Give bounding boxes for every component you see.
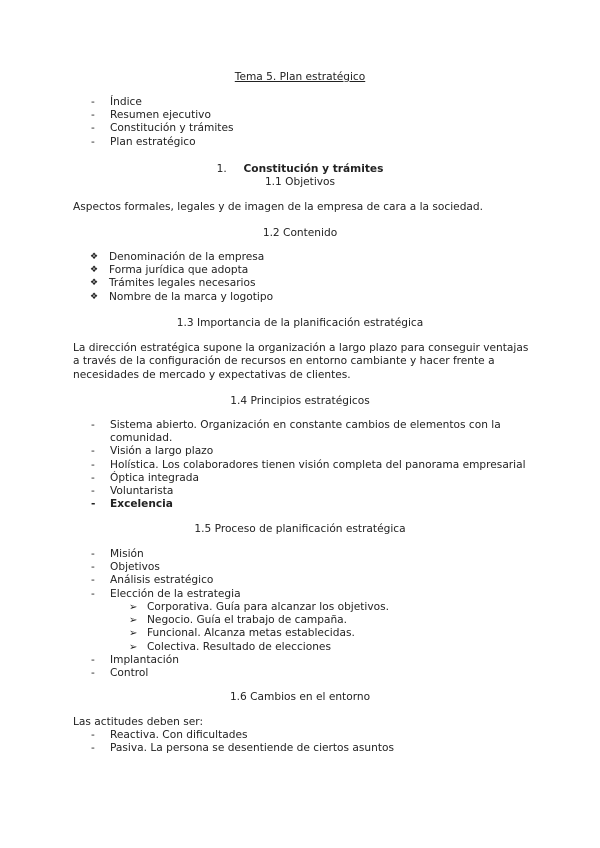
toc-item: - Constitución y trámites [73,122,553,135]
document-title: Tema 5. Plan estratégico [234,71,366,83]
list-item: ❖ Forma jurídica que adopta [90,264,249,277]
diamond-bullet-icon: ❖ [90,265,99,276]
list-item: - Voluntarista [73,485,533,498]
list-item: - Visión a largo plazo [73,445,533,458]
list-item: - Holística. Los colaboradores tienen visión completa del panorama empresarial [73,459,533,472]
subsection-heading-importancia: 1.3 Importancia de la planificación estratégica [176,317,424,329]
list-item: - Excelencia [73,498,533,511]
list-item: - Óptica integrada [73,472,533,485]
toc-list [73,96,553,149]
diamond-bullet-icon: ❖ [90,278,99,289]
subsection-heading-objetivos: 1.1 Objetivos [264,176,336,188]
list-item: - Misión [73,548,553,561]
arrow-bullet-icon: ➢ [129,628,138,640]
proceso-list [73,548,553,601]
importancia-paragraph: La dirección estratégica supone la organización a largo plazo para conseguir ventajas a través de la configuración de recursos en entorno cambiante y hacer frente a necesidades de mercado y expectativas de clientes. [73,342,529,381]
toc-item: - Índice [73,96,553,109]
subsection-heading-cambios: 1.6 Cambios en el entorno [229,691,371,703]
arrow-bullet-icon: ➢ [129,615,138,627]
list-item: - Implantación [73,654,553,667]
list-item: - Control [73,667,553,680]
arrow-bullet-icon: ➢ [129,641,138,653]
principios-list [73,419,533,511]
list-item: - Objetivos [73,561,553,574]
list-item: - Análisis estratégico [73,574,553,587]
list-item: - Sistema abierto. Organización en constante cambios de elementos con la comunidad. [73,419,533,445]
list-item: - Pasiva. La persona se desentiende de ciertos asuntos [73,742,553,755]
subsection-heading-contenido: 1.2 Contenido [262,227,338,239]
section-title: Constitución y trámites [243,163,384,175]
list-item: ❖ Trámites legales necesarios [90,277,256,290]
proceso-list-continued [73,654,553,680]
arrow-bullet-icon: ➢ [129,602,138,613]
contenido-list [73,251,553,304]
diamond-bullet-icon: ❖ [90,252,99,262]
subsection-heading-principios: 1.4 Principios estratégicos [230,395,370,407]
section-number: 1. [216,163,227,175]
cambios-list [73,729,553,755]
subsection-heading-proceso: 1.5 Proceso de planificación estratégica [194,523,406,535]
objetivos-paragraph: Aspectos formales, legales y de imagen de la empresa de cara a la sociedad. [73,201,484,213]
toc-item: - Plan estratégico [73,136,553,149]
diamond-bullet-icon: ❖ [90,291,99,302]
list-item: ❖ Denominación de la empresa [90,251,265,263]
list-item: - Reactiva. Con dificultades [73,729,553,742]
cambios-intro: Las actitudes deben ser: [73,716,204,728]
list-item: ➢ Funcional. Alcanza metas establecidas. [129,627,355,640]
list-item: ➢ Colectiva. Resultado de elecciones [129,640,331,653]
list-item: ❖ Nombre de la marca y logotipo [90,290,274,303]
toc-item: - Resumen ejecutivo [73,109,553,122]
estrategia-sublist [73,601,553,654]
list-item: - Elección de la estrategia [73,588,553,601]
section-heading [0,163,600,175]
list-item: ➢ Negocio. Guía el trabajo de campaña. [129,614,348,627]
list-item: ➢ Corporativa. Guía para alcanzar los objetivos. [129,601,389,613]
